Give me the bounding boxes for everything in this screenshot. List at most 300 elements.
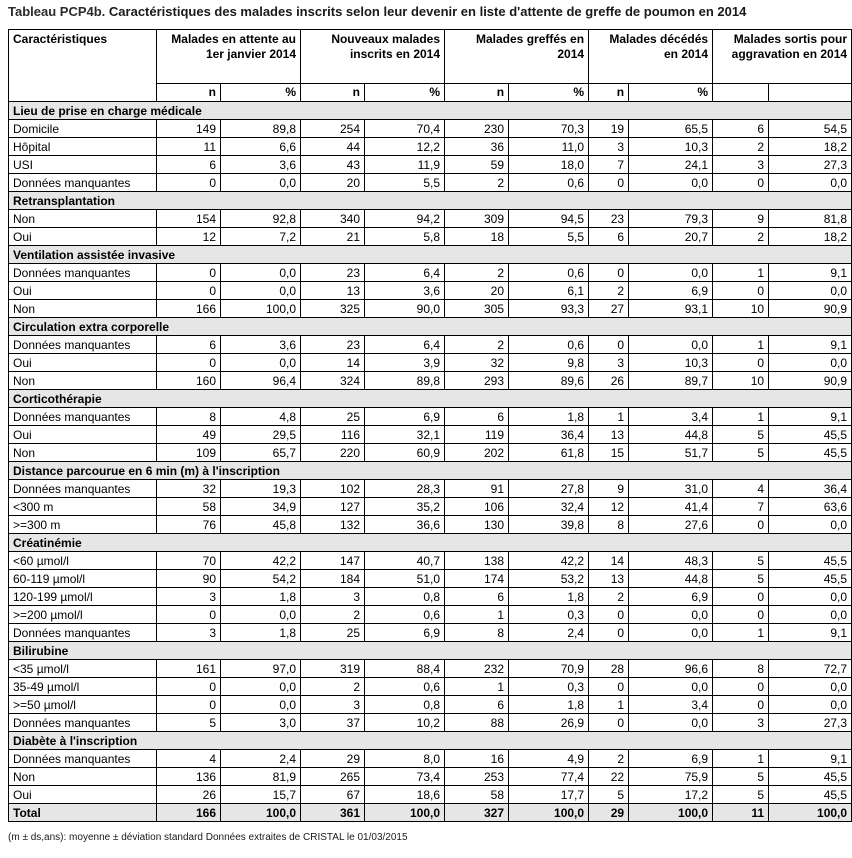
value-cell: 8 <box>713 660 769 678</box>
value-cell: 2 <box>445 336 509 354</box>
value-cell: 0,0 <box>221 606 301 624</box>
value-cell: 5 <box>713 552 769 570</box>
value-cell: 0 <box>589 714 629 732</box>
value-cell: 0 <box>713 696 769 714</box>
row-label: 120-199 µmol/l <box>9 588 157 606</box>
value-cell: 15 <box>589 444 629 462</box>
value-cell: 23 <box>301 336 365 354</box>
value-cell: 0,0 <box>769 606 852 624</box>
value-cell: 232 <box>445 660 509 678</box>
value-cell: 3 <box>589 354 629 372</box>
value-cell: 7 <box>713 498 769 516</box>
value-cell: 3,4 <box>629 696 713 714</box>
total-value: 361 <box>301 804 365 822</box>
value-cell: 8 <box>157 408 221 426</box>
value-cell: 0,8 <box>365 588 445 606</box>
table-row <box>9 228 852 246</box>
footnote: (m ± ds,ans): moyenne ± déviation standard Données extraites de CRISTAL le 01/03/2015 <box>8 832 408 843</box>
section-row <box>9 318 852 336</box>
value-cell: 67 <box>301 786 365 804</box>
row-label: Non <box>9 300 157 318</box>
value-cell: 6 <box>157 336 221 354</box>
value-cell: 6 <box>713 120 769 138</box>
row-label: Données manquantes <box>9 624 157 642</box>
value-cell: 0,0 <box>629 678 713 696</box>
section-header: Retransplantation <box>9 192 852 210</box>
table-row <box>9 444 852 462</box>
value-cell: 13 <box>589 570 629 588</box>
table-row <box>9 552 852 570</box>
row-label: Données manquantes <box>9 480 157 498</box>
total-row <box>9 804 852 822</box>
value-cell: 2 <box>589 750 629 768</box>
value-cell: 37 <box>301 714 365 732</box>
row-label: Données manquantes <box>9 408 157 426</box>
value-cell: 23 <box>301 264 365 282</box>
value-cell: 90 <box>157 570 221 588</box>
value-cell: 63,6 <box>769 498 852 516</box>
value-cell: 88 <box>445 714 509 732</box>
value-cell: 254 <box>301 120 365 138</box>
value-cell: 18,2 <box>769 228 852 246</box>
table-row <box>9 372 852 390</box>
value-cell: 0 <box>157 174 221 192</box>
value-cell: 166 <box>157 300 221 318</box>
section-row <box>9 102 852 120</box>
subheader-cell: % <box>509 84 589 102</box>
section-header: Circulation extra corporelle <box>9 318 852 336</box>
table-title <box>8 4 746 19</box>
row-label: Données manquantes <box>9 336 157 354</box>
header-group: Nouveaux malades inscrits en 2014 <box>301 30 445 84</box>
value-cell: 5,5 <box>365 174 445 192</box>
value-cell: 230 <box>445 120 509 138</box>
table-row <box>9 678 852 696</box>
value-cell: 0 <box>713 282 769 300</box>
value-cell: 3,6 <box>221 156 301 174</box>
subheader-cell <box>769 84 852 102</box>
value-cell: 293 <box>445 372 509 390</box>
value-cell: 19,3 <box>221 480 301 498</box>
value-cell: 4 <box>157 750 221 768</box>
value-cell: 60,9 <box>365 444 445 462</box>
value-cell: 305 <box>445 300 509 318</box>
header-group: Malades en attente au 1er janvier 2014 <box>157 30 301 84</box>
row-label: Hôpital <box>9 138 157 156</box>
value-cell: 73,4 <box>365 768 445 786</box>
value-cell: 3,4 <box>629 408 713 426</box>
value-cell: 1,8 <box>221 588 301 606</box>
value-cell: 70,3 <box>509 120 589 138</box>
subheader-cell: % <box>221 84 301 102</box>
total-value: 11 <box>713 804 769 822</box>
table-row <box>9 120 852 138</box>
value-cell: 26 <box>589 372 629 390</box>
table-row <box>9 786 852 804</box>
value-cell: 96,4 <box>221 372 301 390</box>
table-body <box>9 102 852 822</box>
value-cell: 0 <box>157 696 221 714</box>
value-cell: 20 <box>301 174 365 192</box>
table-row <box>9 408 852 426</box>
value-cell: 2 <box>713 138 769 156</box>
value-cell: 154 <box>157 210 221 228</box>
row-label: <300 m <box>9 498 157 516</box>
value-cell: 94,2 <box>365 210 445 228</box>
value-cell: 9,1 <box>769 264 852 282</box>
row-label: 35-49 µmol/l <box>9 678 157 696</box>
section-row <box>9 462 852 480</box>
table-row <box>9 264 852 282</box>
value-cell: 6 <box>589 228 629 246</box>
value-cell: 0,6 <box>509 336 589 354</box>
value-cell: 45,5 <box>769 552 852 570</box>
value-cell: 92,8 <box>221 210 301 228</box>
value-cell: 76 <box>157 516 221 534</box>
table-row <box>9 498 852 516</box>
table-row <box>9 300 852 318</box>
value-cell: 0,0 <box>769 354 852 372</box>
value-cell: 6,1 <box>509 282 589 300</box>
value-cell: 3 <box>157 624 221 642</box>
table-row <box>9 714 852 732</box>
value-cell: 18 <box>445 228 509 246</box>
value-cell: 0,0 <box>769 516 852 534</box>
value-cell: 14 <box>301 354 365 372</box>
value-cell: 309 <box>445 210 509 228</box>
value-cell: 3,6 <box>365 282 445 300</box>
value-cell: 24,1 <box>629 156 713 174</box>
value-cell: 1,8 <box>509 408 589 426</box>
total-value: 100,0 <box>221 804 301 822</box>
value-cell: 17,7 <box>509 786 589 804</box>
value-cell: 0 <box>713 588 769 606</box>
row-label: Non <box>9 210 157 228</box>
table-row <box>9 606 852 624</box>
value-cell: 9 <box>713 210 769 228</box>
value-cell: 9,8 <box>509 354 589 372</box>
header-row <box>9 30 852 84</box>
table-row <box>9 696 852 714</box>
value-cell: 0,0 <box>769 678 852 696</box>
subheader-cell: n <box>301 84 365 102</box>
value-cell: 94,5 <box>509 210 589 228</box>
value-cell: 77,4 <box>509 768 589 786</box>
value-cell: 6 <box>445 408 509 426</box>
subheader-cell: n <box>589 84 629 102</box>
value-cell: 1 <box>713 750 769 768</box>
value-cell: 2 <box>301 606 365 624</box>
value-cell: 340 <box>301 210 365 228</box>
value-cell: 29,5 <box>221 426 301 444</box>
value-cell: 6 <box>445 696 509 714</box>
value-cell: 6,4 <box>365 336 445 354</box>
section-header: Bilirubine <box>9 642 852 660</box>
section-header: Distance parcourue en 6 min (m) à l'inscription <box>9 462 852 480</box>
value-cell: 2,4 <box>221 750 301 768</box>
value-cell: 0 <box>157 264 221 282</box>
value-cell: 27,8 <box>509 480 589 498</box>
value-cell: 43 <box>301 156 365 174</box>
value-cell: 3 <box>713 156 769 174</box>
value-cell: 28 <box>589 660 629 678</box>
value-cell: 220 <box>301 444 365 462</box>
header-characteristics: Caractéristiques <box>9 30 157 102</box>
value-cell: 0,0 <box>629 714 713 732</box>
value-cell: 17,2 <box>629 786 713 804</box>
value-cell: 20 <box>445 282 509 300</box>
value-cell: 147 <box>301 552 365 570</box>
row-label: Données manquantes <box>9 264 157 282</box>
value-cell: 2 <box>589 282 629 300</box>
value-cell: 90,9 <box>769 372 852 390</box>
value-cell: 34,9 <box>221 498 301 516</box>
value-cell: 1 <box>713 336 769 354</box>
table-row <box>9 624 852 642</box>
value-cell: 5 <box>713 444 769 462</box>
value-cell: 0,0 <box>221 282 301 300</box>
row-label: Oui <box>9 426 157 444</box>
value-cell: 36,4 <box>769 480 852 498</box>
table-row <box>9 174 852 192</box>
value-cell: 6,9 <box>629 750 713 768</box>
value-cell: 12,2 <box>365 138 445 156</box>
row-label: Domicile <box>9 120 157 138</box>
total-value: 327 <box>445 804 509 822</box>
value-cell: 0,0 <box>769 588 852 606</box>
value-cell: 4 <box>713 480 769 498</box>
value-cell: 91 <box>445 480 509 498</box>
value-cell: 0,3 <box>509 606 589 624</box>
value-cell: 8 <box>589 516 629 534</box>
value-cell: 42,2 <box>509 552 589 570</box>
value-cell: 27 <box>589 300 629 318</box>
value-cell: 93,1 <box>629 300 713 318</box>
table-row <box>9 426 852 444</box>
value-cell: 100,0 <box>221 300 301 318</box>
table-row <box>9 516 852 534</box>
value-cell: 72,7 <box>769 660 852 678</box>
value-cell: 10 <box>713 372 769 390</box>
table-row <box>9 768 852 786</box>
value-cell: 32 <box>157 480 221 498</box>
value-cell: 27,6 <box>629 516 713 534</box>
value-cell: 3,9 <box>365 354 445 372</box>
value-cell: 32,1 <box>365 426 445 444</box>
value-cell: 1 <box>445 678 509 696</box>
value-cell: 0 <box>713 678 769 696</box>
value-cell: 119 <box>445 426 509 444</box>
value-cell: 0 <box>157 678 221 696</box>
value-cell: 1,8 <box>509 588 589 606</box>
value-cell: 9,1 <box>769 750 852 768</box>
value-cell: 88,4 <box>365 660 445 678</box>
data-table <box>8 29 852 822</box>
total-value: 100,0 <box>365 804 445 822</box>
value-cell: 36,6 <box>365 516 445 534</box>
value-cell: 0 <box>713 606 769 624</box>
total-value: 29 <box>589 804 629 822</box>
value-cell: 0,0 <box>629 174 713 192</box>
value-cell: 51,7 <box>629 444 713 462</box>
value-cell: 44 <box>301 138 365 156</box>
section-header: Corticothérapie <box>9 390 852 408</box>
value-cell: 6 <box>157 156 221 174</box>
value-cell: 0 <box>589 624 629 642</box>
row-label: >=300 m <box>9 516 157 534</box>
row-label: >=200 µmol/l <box>9 606 157 624</box>
value-cell: 19 <box>589 120 629 138</box>
value-cell: 3 <box>301 696 365 714</box>
value-cell: 36,4 <box>509 426 589 444</box>
subheader-cell: % <box>629 84 713 102</box>
value-cell: 3 <box>713 714 769 732</box>
table-row <box>9 750 852 768</box>
section-header: Lieu de prise en charge médicale <box>9 102 852 120</box>
row-label: Données manquantes <box>9 750 157 768</box>
value-cell: 90,9 <box>769 300 852 318</box>
row-label: Oui <box>9 282 157 300</box>
value-cell: 13 <box>589 426 629 444</box>
value-cell: 253 <box>445 768 509 786</box>
value-cell: 29 <box>301 750 365 768</box>
value-cell: 1,8 <box>509 696 589 714</box>
value-cell: 12 <box>589 498 629 516</box>
value-cell: 6,4 <box>365 264 445 282</box>
value-cell: 9,1 <box>769 408 852 426</box>
value-cell: 31,0 <box>629 480 713 498</box>
row-label: 60-119 µmol/l <box>9 570 157 588</box>
subheader-cell: % <box>365 84 445 102</box>
value-cell: 53,2 <box>509 570 589 588</box>
value-cell: 5 <box>589 786 629 804</box>
value-cell: 325 <box>301 300 365 318</box>
value-cell: 70,4 <box>365 120 445 138</box>
value-cell: 15,7 <box>221 786 301 804</box>
value-cell: 0 <box>713 174 769 192</box>
value-cell: 0,0 <box>769 282 852 300</box>
value-cell: 45,5 <box>769 570 852 588</box>
value-cell: 44,8 <box>629 570 713 588</box>
value-cell: 161 <box>157 660 221 678</box>
row-label: >=50 µmol/l <box>9 696 157 714</box>
section-header: Créatinémie <box>9 534 852 552</box>
value-cell: 3 <box>157 588 221 606</box>
value-cell: 2 <box>445 174 509 192</box>
value-cell: 45,5 <box>769 786 852 804</box>
value-cell: 6,6 <box>221 138 301 156</box>
value-cell: 10 <box>713 300 769 318</box>
value-cell: 26,9 <box>509 714 589 732</box>
table-title-text: Caractéristiques des malades inscrits selon leur devenir en liste d'attente de greffe de poumon en 2014 <box>108 4 747 19</box>
value-cell: 0,6 <box>365 678 445 696</box>
value-cell: 61,8 <box>509 444 589 462</box>
value-cell: 70,9 <box>509 660 589 678</box>
value-cell: 81,9 <box>221 768 301 786</box>
value-cell: 96,6 <box>629 660 713 678</box>
value-cell: 127 <box>301 498 365 516</box>
value-cell: 9 <box>589 480 629 498</box>
value-cell: 174 <box>445 570 509 588</box>
value-cell: 132 <box>301 516 365 534</box>
value-cell: 0 <box>157 606 221 624</box>
value-cell: 45,8 <box>221 516 301 534</box>
value-cell: 4,9 <box>509 750 589 768</box>
value-cell: 202 <box>445 444 509 462</box>
value-cell: 0,6 <box>365 606 445 624</box>
value-cell: 0,0 <box>221 696 301 714</box>
value-cell: 42,2 <box>221 552 301 570</box>
section-row <box>9 732 852 750</box>
value-cell: 5,5 <box>509 228 589 246</box>
value-cell: 45,5 <box>769 444 852 462</box>
value-cell: 28,3 <box>365 480 445 498</box>
section-row <box>9 534 852 552</box>
value-cell: 58 <box>445 786 509 804</box>
value-cell: 12 <box>157 228 221 246</box>
value-cell: 70 <box>157 552 221 570</box>
value-cell: 0,6 <box>509 264 589 282</box>
table-row <box>9 480 852 498</box>
value-cell: 265 <box>301 768 365 786</box>
value-cell: 9,1 <box>769 336 852 354</box>
value-cell: 109 <box>157 444 221 462</box>
value-cell: 32,4 <box>509 498 589 516</box>
value-cell: 21 <box>301 228 365 246</box>
value-cell: 10,3 <box>629 138 713 156</box>
value-cell: 51,0 <box>365 570 445 588</box>
value-cell: 0 <box>589 174 629 192</box>
value-cell: 0,0 <box>769 174 852 192</box>
total-value: 100,0 <box>509 804 589 822</box>
value-cell: 1 <box>589 408 629 426</box>
section-row <box>9 390 852 408</box>
total-value: 100,0 <box>629 804 713 822</box>
value-cell: 5 <box>713 768 769 786</box>
value-cell: 22 <box>589 768 629 786</box>
value-cell: 45,5 <box>769 426 852 444</box>
value-cell: 11 <box>157 138 221 156</box>
value-cell: 0 <box>589 264 629 282</box>
value-cell: 45,5 <box>769 768 852 786</box>
value-cell: 184 <box>301 570 365 588</box>
table-row <box>9 660 852 678</box>
value-cell: 0,3 <box>509 678 589 696</box>
section-row <box>9 246 852 264</box>
value-cell: 0 <box>157 282 221 300</box>
value-cell: 20,7 <box>629 228 713 246</box>
value-cell: 2 <box>301 678 365 696</box>
value-cell: 90,0 <box>365 300 445 318</box>
total-label: Total <box>9 804 157 822</box>
value-cell: 2 <box>445 264 509 282</box>
value-cell: 3,0 <box>221 714 301 732</box>
value-cell: 48,3 <box>629 552 713 570</box>
value-cell: 7 <box>589 156 629 174</box>
value-cell: 58 <box>157 498 221 516</box>
value-cell: 39,8 <box>509 516 589 534</box>
value-cell: 25 <box>301 408 365 426</box>
value-cell: 6,9 <box>629 588 713 606</box>
value-cell: 18,2 <box>769 138 852 156</box>
value-cell: 9,1 <box>769 624 852 642</box>
value-cell: 25 <box>301 624 365 642</box>
value-cell: 0 <box>713 516 769 534</box>
value-cell: 1,8 <box>221 624 301 642</box>
value-cell: 149 <box>157 120 221 138</box>
row-label: Non <box>9 372 157 390</box>
subheader-cell: n <box>157 84 221 102</box>
